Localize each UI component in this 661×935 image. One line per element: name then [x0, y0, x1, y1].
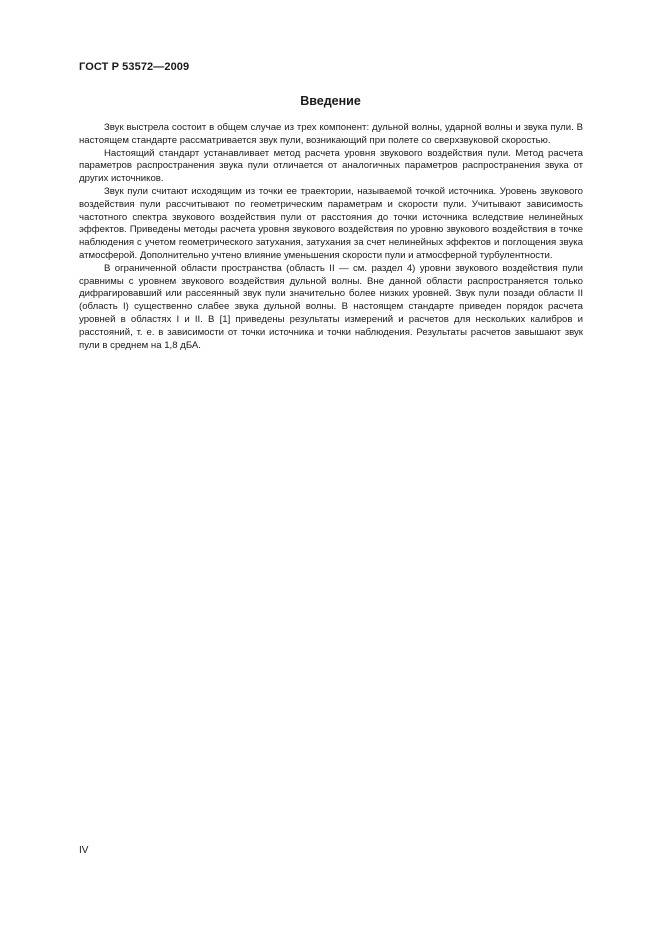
paragraph: В ограниченной области пространства (область II — см. раздел 4) уровни звукового воздействия пули сравнимы с уровнем звукового воздействия дульной волны. Вне данной области распространяется только дифрагировавший или рассеянный звук пули значительно более низких уровней. Звук пули позади области II (область I) существенно слабее звука дульной волны. В настоящем стандарте приведен порядок расчета уровней в областях I и II. В [1] приведены результаты измерений и расчетов для нескольких калибров и расстояний, т. е. в зависимости от точки источника и точки наблюдения. Результаты расчетов завышают звук пули в среднем на 1,8 дБА.	[79, 262, 583, 351]
body-text	[79, 122, 583, 352]
section-title: Введение	[300, 94, 361, 108]
paragraph: Настоящий стандарт устанавливает метод расчета уровня звукового воздействия пули. Метод расчета параметров распространения звука пули отличается от аналогичных параметров распространения звука от других источников.	[79, 147, 583, 185]
page-number: IV	[79, 845, 89, 856]
paragraph: Звук выстрела состоит в общем случае из трех компонент: дульной волны, ударной волны и звука пули. В настоящем стандарте рассматривается звук пули, возникающий при полете со сверхзвуковой скоростью.	[79, 122, 583, 146]
paragraph: Звук пули считают исходящим из точки ее траектории, называемой точкой источника. Уровень звукового воздействия пули рассчитывают по геометрическим параметрам и скорости пули. Учитывают зависимость частотного спектра звукового воздействия пули от расстояния до точки источника вследствие нелинейных эффектов. Приведены методы расчета уровня звукового воздействия по уровню звукового воздействия в точке наблюдения с учетом геометрического затухания, затухания за счет нелинейных эффектов и поглощения звука атмосферой. Дополнительно учтено влияние уменьшения скорости пули и атмосферной турбулентности.	[79, 185, 583, 261]
document-code-header: ГОСТ Р 53572—2009	[79, 61, 190, 73]
